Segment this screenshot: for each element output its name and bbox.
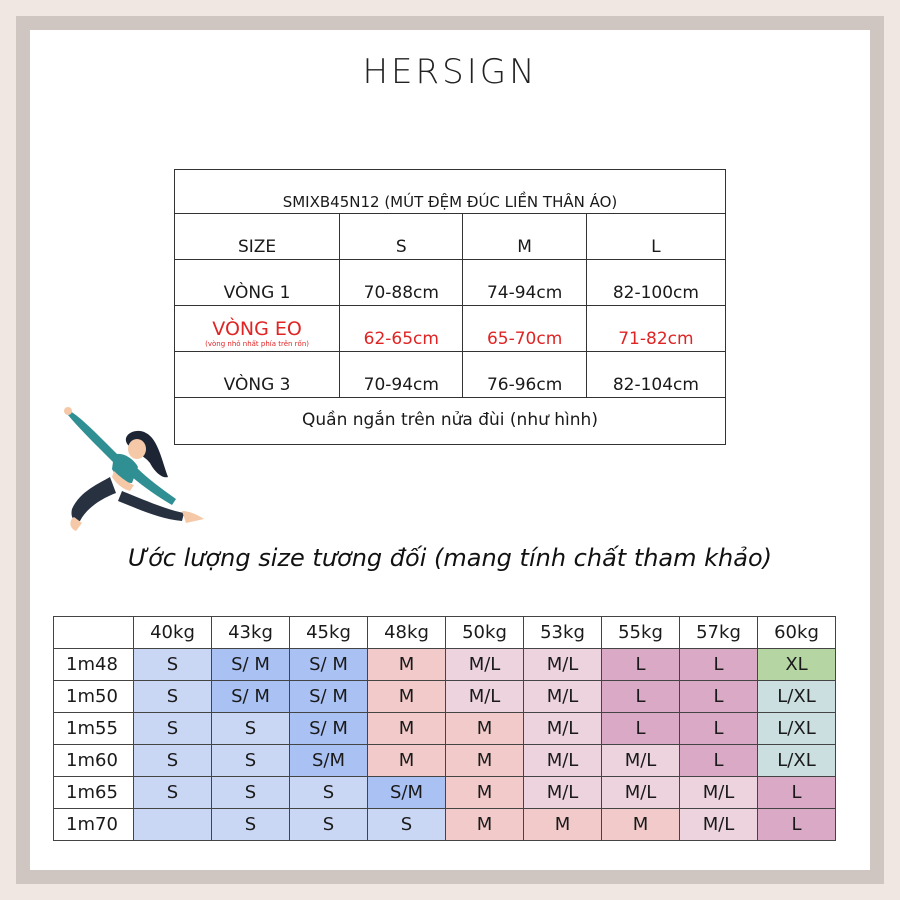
height-label: 1m65 <box>54 777 134 809</box>
size-header-m: M <box>463 214 586 260</box>
size-cell: S/ M <box>212 649 290 681</box>
size-cell: M <box>368 745 446 777</box>
weight-header: 43kg <box>212 617 290 649</box>
size-cell: S <box>134 681 212 713</box>
size-header-s: S <box>340 214 463 260</box>
size-cell: L <box>602 681 680 713</box>
size-cell: M <box>446 777 524 809</box>
vong-eo-note: (vòng nhỏ nhất phía trên rốn) <box>205 340 310 348</box>
size-cell: M <box>368 713 446 745</box>
table-row <box>54 681 836 713</box>
row-label-vong1: VÒNG 1 <box>175 260 340 306</box>
size-cell: S <box>212 809 290 841</box>
size-cell: S <box>368 809 446 841</box>
size-cell: M <box>524 809 602 841</box>
weight-header: 53kg <box>524 617 602 649</box>
weight-header: 55kg <box>602 617 680 649</box>
vong1-l: 82-100cm <box>586 260 725 306</box>
height-label: 1m50 <box>54 681 134 713</box>
weight-header: 40kg <box>134 617 212 649</box>
weight-header: 60kg <box>758 617 836 649</box>
brand-logo: HERSIGN <box>362 52 538 92</box>
table-row <box>54 649 836 681</box>
size-cell: M <box>368 681 446 713</box>
vong-eo-l: 71-82cm <box>586 306 725 352</box>
size-cell: M/L <box>446 649 524 681</box>
size-cell: M/L <box>524 745 602 777</box>
corner-cell <box>54 617 134 649</box>
size-header-l: L <box>586 214 725 260</box>
size-cell: S <box>134 745 212 777</box>
size-cell: M/L <box>524 681 602 713</box>
size-cell: M/L <box>524 649 602 681</box>
size-cell: M/L <box>602 745 680 777</box>
size-cell: S/ M <box>290 713 368 745</box>
size-cell: S <box>212 713 290 745</box>
size-cell: S <box>134 649 212 681</box>
size-table-footer: Quần ngắn trên nửa đùi (như hình) <box>175 398 726 445</box>
height-label: 1m55 <box>54 713 134 745</box>
size-cell: M/L <box>524 777 602 809</box>
weight-header: 50kg <box>446 617 524 649</box>
size-cell: M <box>446 713 524 745</box>
size-cell: L/XL <box>758 745 836 777</box>
size-cell: L <box>680 745 758 777</box>
size-cell: L <box>602 713 680 745</box>
table-row <box>54 745 836 777</box>
size-cell: M/L <box>680 777 758 809</box>
vong-eo-m: 65-70cm <box>463 306 586 352</box>
weight-header: 48kg <box>368 617 446 649</box>
size-cell: L <box>602 649 680 681</box>
vong3-s: 70-94cm <box>340 352 463 398</box>
size-cell: L <box>758 777 836 809</box>
size-cell: L <box>758 809 836 841</box>
size-cell: M/L <box>524 713 602 745</box>
size-estimate-heading: Ước lượng size tương đối (mang tính chất tham khảo) <box>127 544 773 572</box>
size-cell: M <box>602 809 680 841</box>
size-cell: M <box>368 649 446 681</box>
size-cell: S/M <box>290 745 368 777</box>
weight-header: 57kg <box>680 617 758 649</box>
size-cell: M/L <box>602 777 680 809</box>
row-label-vong3: VÒNG 3 <box>175 352 340 398</box>
table-row <box>54 713 836 745</box>
size-table-title: SMIXB45N12 (MÚT ĐỆM ĐÚC LIỀN THÂN ÁO) <box>175 170 726 214</box>
weight-header: 45kg <box>290 617 368 649</box>
size-cell: XL <box>758 649 836 681</box>
size-cell: S/ M <box>290 681 368 713</box>
size-cell: S <box>212 777 290 809</box>
vong3-l: 82-104cm <box>586 352 725 398</box>
size-cell: S/ M <box>212 681 290 713</box>
size-cell: S/M <box>368 777 446 809</box>
size-cell: S/ M <box>290 649 368 681</box>
size-cell: M/L <box>446 681 524 713</box>
table-row <box>54 809 836 841</box>
vong-eo-s: 62-65cm <box>340 306 463 352</box>
vong1-s: 70-88cm <box>340 260 463 306</box>
size-estimate-table <box>53 616 836 841</box>
size-cell: L <box>680 649 758 681</box>
size-cell <box>134 809 212 841</box>
size-table <box>174 169 726 445</box>
size-cell: S <box>212 745 290 777</box>
size-cell: L <box>680 713 758 745</box>
size-cell: S <box>134 713 212 745</box>
yoga-woman-illustration <box>58 405 208 535</box>
size-header-label: SIZE <box>175 214 340 260</box>
size-cell: M <box>446 745 524 777</box>
size-cell: S <box>290 809 368 841</box>
size-cell: S <box>134 777 212 809</box>
size-cell: M/L <box>680 809 758 841</box>
vong1-m: 74-94cm <box>463 260 586 306</box>
height-label: 1m70 <box>54 809 134 841</box>
vong-eo-label: VÒNG EO <box>212 318 302 340</box>
vong3-m: 76-96cm <box>463 352 586 398</box>
height-label: 1m48 <box>54 649 134 681</box>
row-label-vong-eo <box>175 306 340 352</box>
size-cell: L <box>680 681 758 713</box>
table-row <box>54 777 836 809</box>
size-cell: L/XL <box>758 713 836 745</box>
size-cell: M <box>446 809 524 841</box>
size-cell: L/XL <box>758 681 836 713</box>
size-cell: S <box>290 777 368 809</box>
height-label: 1m60 <box>54 745 134 777</box>
